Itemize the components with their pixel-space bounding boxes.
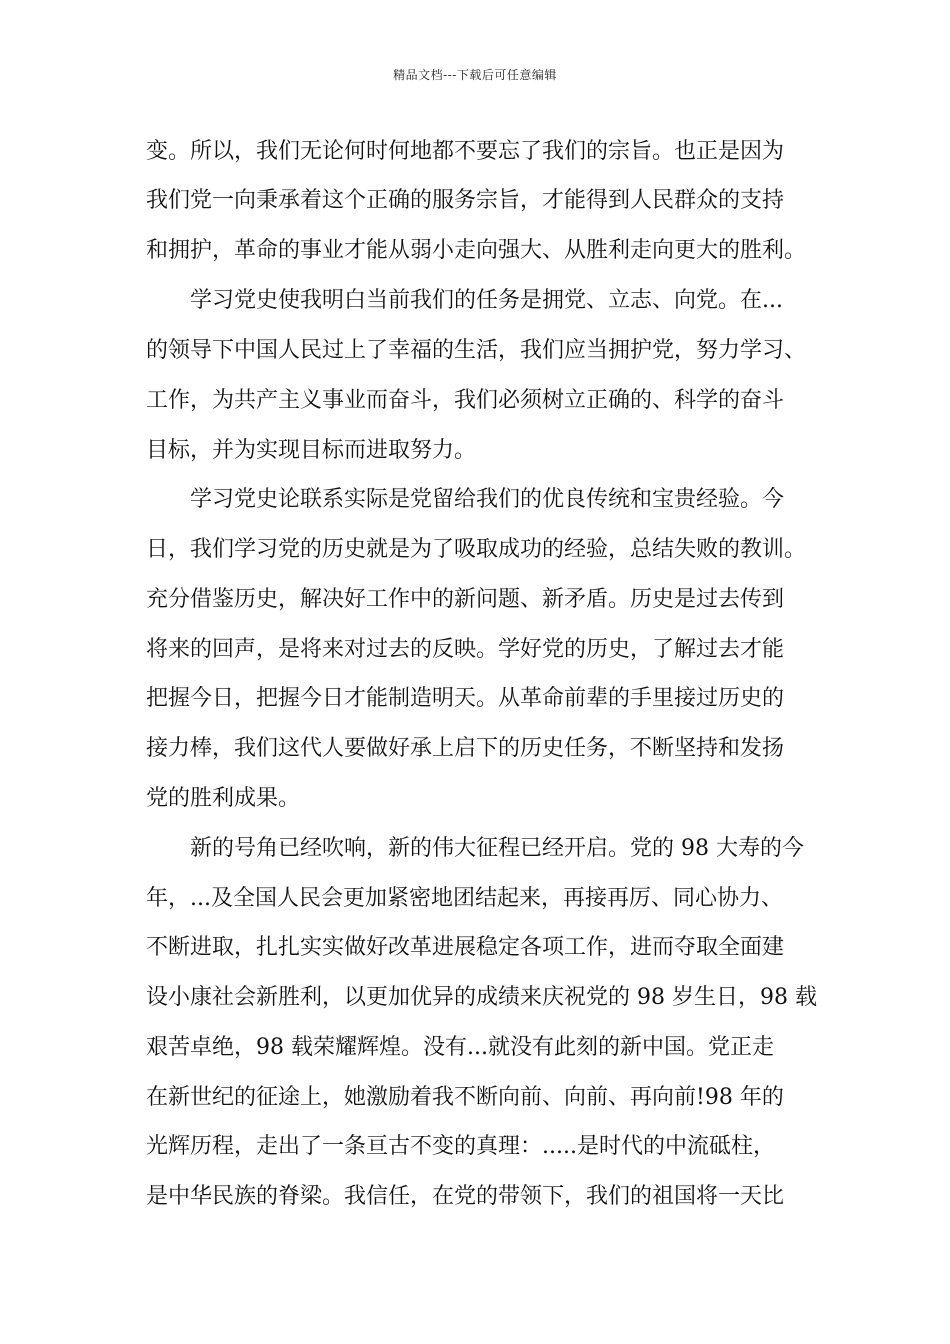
paragraph-start-line: 新的号角已经吹响，新的伟大征程已经开启。党的 98 大寿的今: [190, 836, 804, 861]
text-line: 充分借鉴历史，解决好工作中的新问题、新矛盾。历史是过去传到: [146, 587, 785, 612]
page-header: 精品文档---下载后可任意编辑: [393, 68, 557, 82]
text-line: 和拥护，革命的事业才能从弱小走向强大、从胜利走向更大的胜利。: [146, 238, 807, 263]
text-line: 目标，并为实现目标而进取努力。: [146, 438, 477, 463]
text-line: 艰苦卓绝，98 载荣耀辉煌。没有...就没有此刻的新中国。党正走: [146, 1035, 774, 1060]
text-line: 把握今日，把握今日才能制造明天。从革命前辈的手里接过历史的: [146, 686, 785, 711]
text-line: 是中华民族的脊梁。我信任，在党的带领下，我们的祖国将一天比: [146, 1184, 785, 1209]
text-line: 年，...及全国人民会更加紧密地团结起来，再接再厉、同心协力、: [146, 886, 783, 911]
text-line: 将来的回声，是将来对过去的反映。学好党的历史，了解过去才能: [146, 637, 785, 662]
text-line: 不断进取，扎扎实实做好改革进展稳定各项工作，进而夺取全面建: [146, 935, 785, 960]
text-line: 工作，为共产主义事业而奋斗，我们必须树立正确的、科学的奋斗: [146, 388, 785, 413]
text-line: 设小康社会新胜利，以更加优异的成绩来庆祝党的 98 岁生日，98 载: [146, 985, 817, 1010]
text-line: 日，我们学习党的历史就是为了吸取成功的经验，总结失败的教训。: [146, 537, 807, 562]
text-line: 接力棒，我们这代人要做好承上启下的历史任务，不断坚持和发扬: [146, 736, 785, 761]
text-line: 我们党一向秉承着这个正确的服务宗旨，才能得到人民群众的支持: [146, 188, 785, 213]
text-line: 光辉历程，走出了一条亘古不变的真理：.....是时代的中流砥柱，: [146, 1134, 775, 1159]
text-line: 的领导下中国人民过上了幸福的生活，我们应当拥护党，努力学习、: [146, 338, 807, 363]
paragraph-start-line: 学习党史论联系实际是党留给我们的优良传统和宝贵经验。今: [190, 487, 785, 512]
paragraph-start-line: 学习党史使我明白当前我们的任务是拥党、立志、向党。在...: [190, 288, 783, 313]
text-line: 党的胜利成果。: [146, 786, 301, 811]
text-line: 在新世纪的征途上，她激励着我不断向前、向前、再向前!98 年的: [146, 1085, 784, 1110]
text-line: 变。所以，我们无论何时何地都不要忘了我们的宗旨。也正是因为: [146, 139, 785, 164]
